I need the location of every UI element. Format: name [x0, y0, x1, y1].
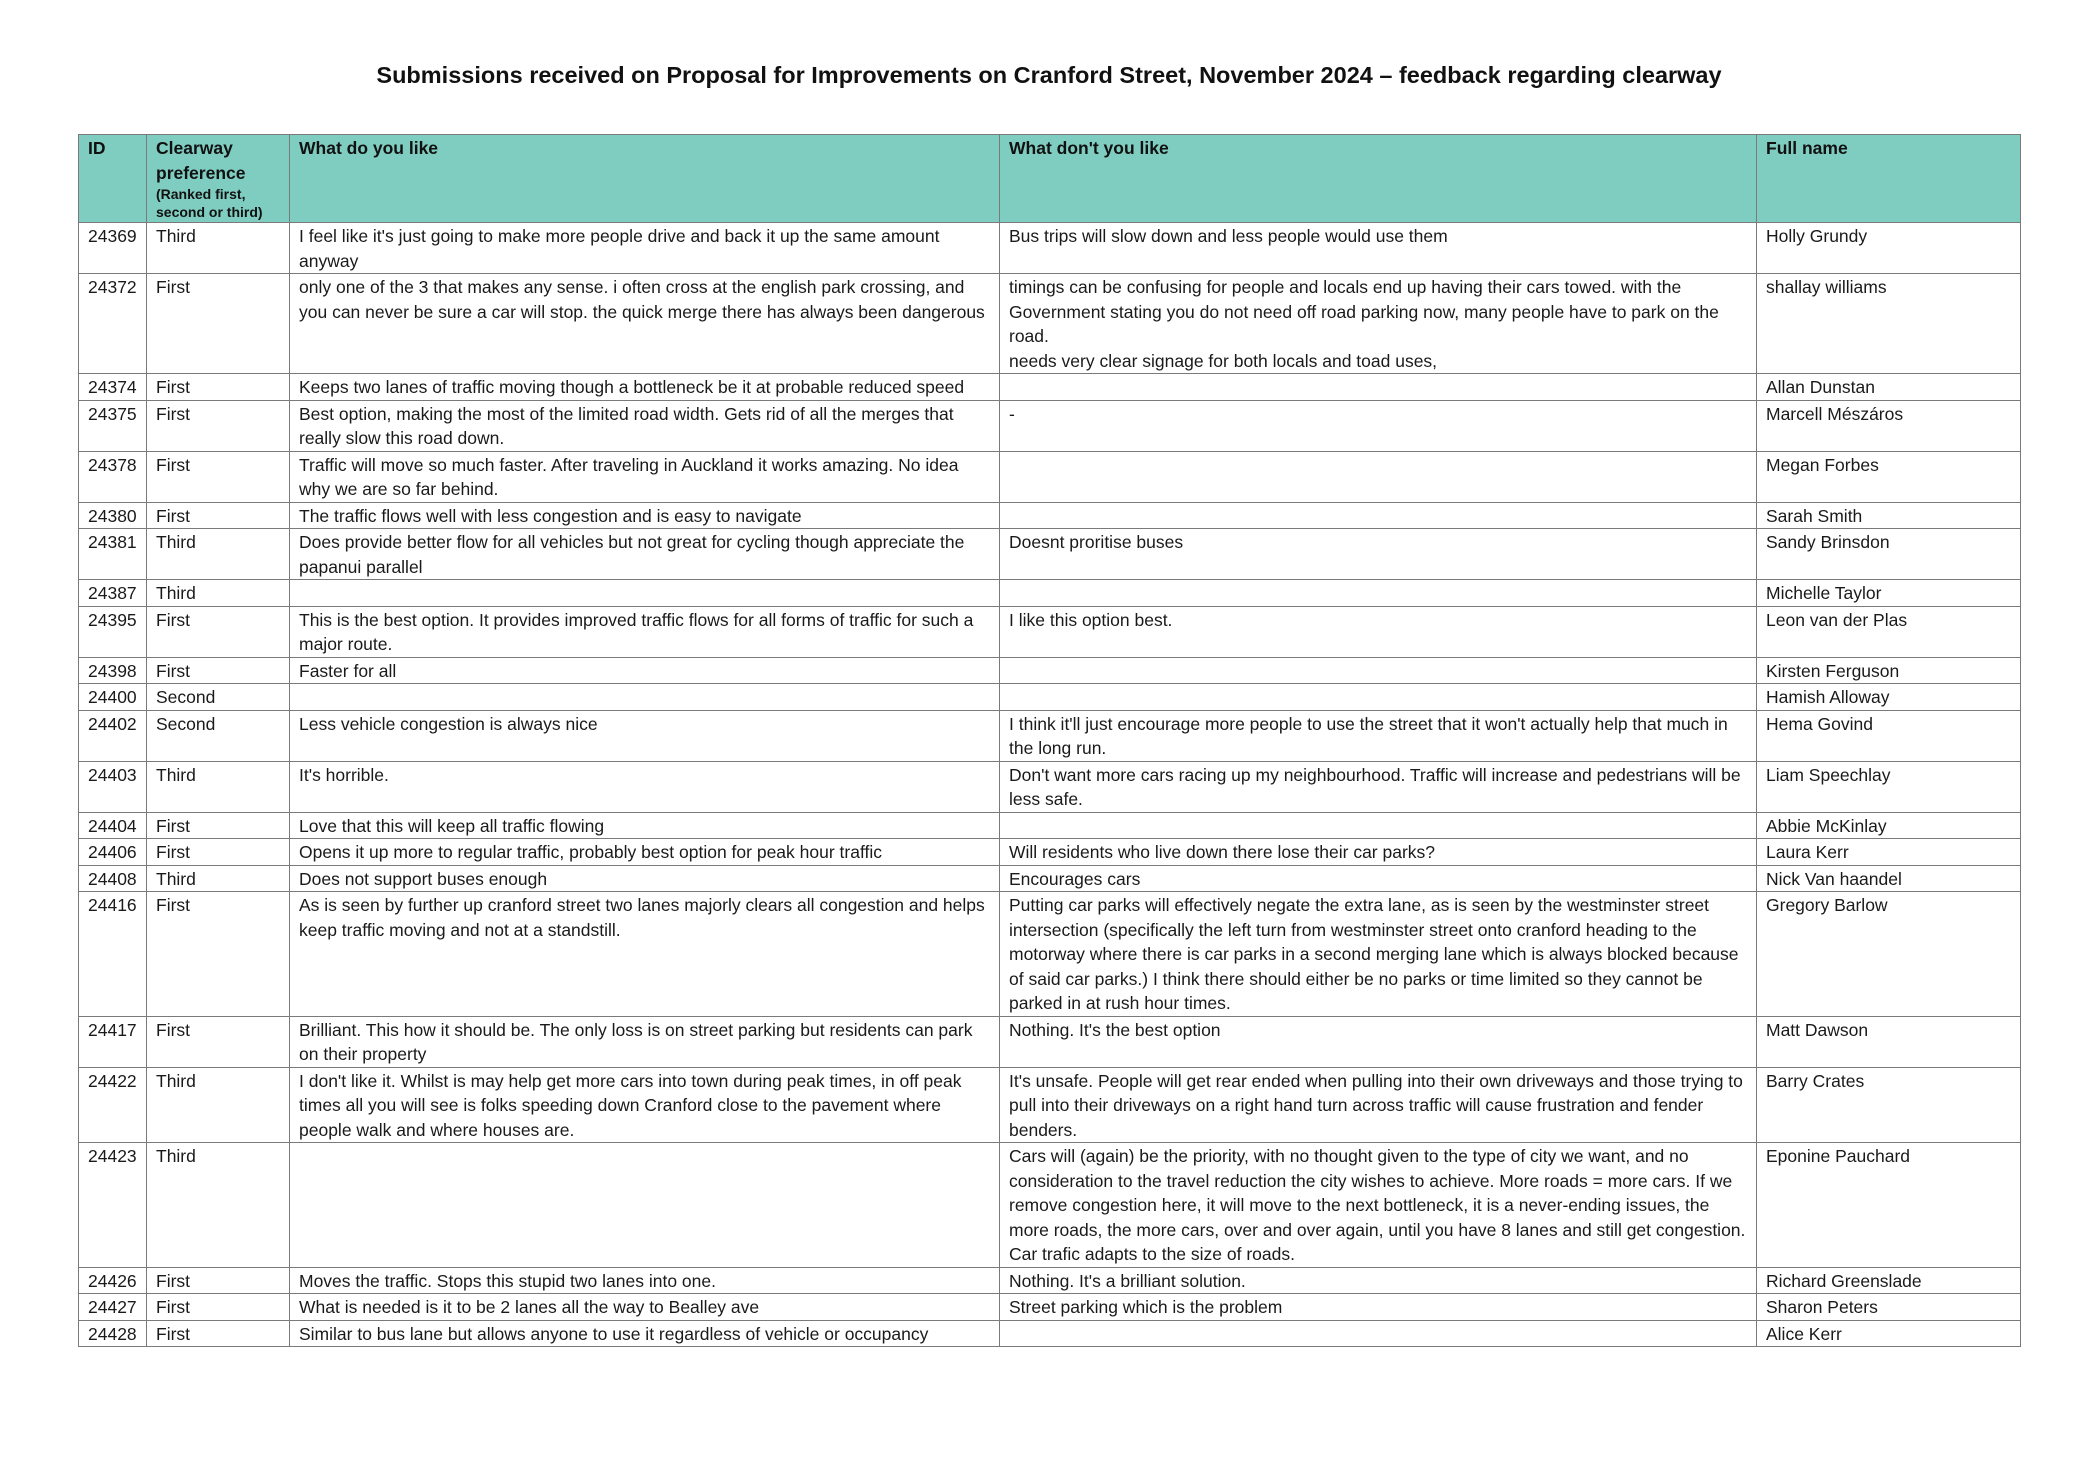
- cell-clearway-preference: First: [147, 1320, 290, 1347]
- cell-what-you-dont-like: Street parking which is the problem: [1000, 1294, 1757, 1321]
- cell-clearway-preference: Third: [147, 865, 290, 892]
- cell-what-you-dont-like: [1000, 1320, 1757, 1347]
- cell-clearway-preference: Third: [147, 1067, 290, 1143]
- cell-what-you-dont-like: Putting car parks will effectively negate the extra lane, as is seen by the westminster street intersection (specifically the left turn from westminster street onto cranford heading to the motorway where there is car parks in a second merging lane which is always blocked because of said car parks.) I think there should either be no parks or time limited so they cannot be parked in at rush hour times.: [1000, 892, 1757, 1017]
- header-what-you-like: What do you like: [290, 135, 1000, 223]
- cell-clearway-preference: First: [147, 1267, 290, 1294]
- cell-what-you-dont-like: Nothing. It's a brilliant solution.: [1000, 1267, 1757, 1294]
- cell-what-you-like: only one of the 3 that makes any sense. i often cross at the english park crossing, and you can never be sure a car will stop. the quick merge there has always been dangerous: [290, 274, 1000, 374]
- cell-what-you-like: I don't like it. Whilst is may help get more cars into town during peak times, in off peak times all you will see is folks speeding down Cranford close to the pavement where people walk and where houses are.: [290, 1067, 1000, 1143]
- cell-what-you-like: As is seen by further up cranford street two lanes majorly clears all congestion and helps keep traffic moving and not at a standstill.: [290, 892, 1000, 1017]
- cell-clearway-preference: Third: [147, 223, 290, 274]
- cell-id: 24416: [79, 892, 147, 1017]
- cell-clearway-preference: First: [147, 274, 290, 374]
- cell-id: 24404: [79, 812, 147, 839]
- cell-what-you-like: Moves the traffic. Stops this stupid two lanes into one.: [290, 1267, 1000, 1294]
- cell-clearway-preference: First: [147, 892, 290, 1017]
- cell-what-you-dont-like: Cars will (again) be the priority, with no thought given to the type of city we want, and no consideration to the travel reduction the city wishes to achieve. More roads = more cars. If we remove congestion here, it will move to the next bottleneck, it is a never-ending issues, the more roads, the more cars, over and over again, until you have 8 lanes and still get congestion. Car trafic adapts to the size of roads.: [1000, 1143, 1757, 1268]
- cell-what-you-dont-like: Will residents who live down there lose their car parks?: [1000, 839, 1757, 866]
- table-row: [79, 1067, 2021, 1143]
- header-clearway-preference: [147, 135, 290, 223]
- submissions-table: [78, 134, 2021, 1347]
- table-row: [79, 580, 2021, 607]
- cell-clearway-preference: First: [147, 400, 290, 451]
- cell-what-you-like: [290, 1143, 1000, 1268]
- cell-what-you-like: Does not support buses enough: [290, 865, 1000, 892]
- header-id: ID: [79, 135, 147, 223]
- cell-what-you-like: What is needed is it to be 2 lanes all the way to Bealley ave: [290, 1294, 1000, 1321]
- cell-what-you-like: I feel like it's just going to make more people drive and back it up the same amount anyway: [290, 223, 1000, 274]
- cell-what-you-like: Opens it up more to regular traffic, probably best option for peak hour traffic: [290, 839, 1000, 866]
- cell-full-name: Hamish Alloway: [1757, 684, 2021, 711]
- table-row: [79, 657, 2021, 684]
- cell-full-name: Eponine Pauchard: [1757, 1143, 2021, 1268]
- cell-full-name: Liam Speechlay: [1757, 761, 2021, 812]
- table-row: [79, 502, 2021, 529]
- cell-id: 24422: [79, 1067, 147, 1143]
- cell-id: 24378: [79, 451, 147, 502]
- cell-what-you-like: It's horrible.: [290, 761, 1000, 812]
- cell-id: 24369: [79, 223, 147, 274]
- table-row: [79, 761, 2021, 812]
- cell-full-name: Megan Forbes: [1757, 451, 2021, 502]
- cell-full-name: Hema Govind: [1757, 710, 2021, 761]
- cell-id: 24417: [79, 1016, 147, 1067]
- cell-full-name: Michelle Taylor: [1757, 580, 2021, 607]
- cell-what-you-dont-like: [1000, 374, 1757, 401]
- cell-what-you-like: Traffic will move so much faster. After traveling in Auckland it works amazing. No idea why we are so far behind.: [290, 451, 1000, 502]
- cell-id: 24408: [79, 865, 147, 892]
- cell-clearway-preference: First: [147, 839, 290, 866]
- cell-full-name: Laura Kerr: [1757, 839, 2021, 866]
- cell-what-you-dont-like: I like this option best.: [1000, 606, 1757, 657]
- header-full-name: Full name: [1757, 135, 2021, 223]
- cell-what-you-dont-like: Bus trips will slow down and less people would use them: [1000, 223, 1757, 274]
- cell-full-name: shallay williams: [1757, 274, 2021, 374]
- cell-what-you-dont-like: [1000, 580, 1757, 607]
- cell-what-you-like: This is the best option. It provides improved traffic flows for all forms of traffic for such a major route.: [290, 606, 1000, 657]
- cell-clearway-preference: Third: [147, 1143, 290, 1268]
- table-row: [79, 451, 2021, 502]
- cell-id: 24426: [79, 1267, 147, 1294]
- cell-what-you-dont-like: Don't want more cars racing up my neighbourhood. Traffic will increase and pedestrians will be less safe.: [1000, 761, 1757, 812]
- cell-what-you-dont-like: -: [1000, 400, 1757, 451]
- table-row: [79, 1267, 2021, 1294]
- header-row: [79, 135, 2021, 223]
- cell-clearway-preference: First: [147, 374, 290, 401]
- cell-id: 24402: [79, 710, 147, 761]
- table-row: [79, 529, 2021, 580]
- cell-full-name: Leon van der Plas: [1757, 606, 2021, 657]
- cell-what-you-dont-like: [1000, 657, 1757, 684]
- table-row: [79, 865, 2021, 892]
- cell-full-name: Richard Greenslade: [1757, 1267, 2021, 1294]
- cell-what-you-like: Brilliant. This how it should be. The only loss is on street parking but residents can park on their property: [290, 1016, 1000, 1067]
- cell-what-you-dont-like: I think it'll just encourage more people to use the street that it won't actually help that much in the long run.: [1000, 710, 1757, 761]
- cell-full-name: Holly Grundy: [1757, 223, 2021, 274]
- cell-clearway-preference: First: [147, 1294, 290, 1321]
- cell-id: 24387: [79, 580, 147, 607]
- cell-what-you-like: Love that this will keep all traffic flowing: [290, 812, 1000, 839]
- cell-clearway-preference: First: [147, 812, 290, 839]
- cell-what-you-dont-like: [1000, 812, 1757, 839]
- cell-what-you-dont-like: [1000, 684, 1757, 711]
- cell-id: 24372: [79, 274, 147, 374]
- table-row: [79, 274, 2021, 374]
- table-row: [79, 892, 2021, 1017]
- cell-id: 24428: [79, 1320, 147, 1347]
- header-what-you-dont-like: What don't you like: [1000, 135, 1757, 223]
- cell-id: 24374: [79, 374, 147, 401]
- cell-full-name: Sarah Smith: [1757, 502, 2021, 529]
- cell-what-you-like: Similar to bus lane but allows anyone to use it regardless of vehicle or occupancy: [290, 1320, 1000, 1347]
- cell-full-name: Barry Crates: [1757, 1067, 2021, 1143]
- cell-id: 24375: [79, 400, 147, 451]
- cell-what-you-dont-like: timings can be confusing for people and locals end up having their cars towed. with the Government stating you do not need off road parking now, many people have to park on the road. needs very clear signage for both locals and toad uses,: [1000, 274, 1757, 374]
- page-title: Submissions received on Proposal for Improvements on Cranford Street, November 2024 – feedback regarding clearway: [376, 62, 1722, 88]
- table-row: [79, 606, 2021, 657]
- cell-what-you-like: Does provide better flow for all vehicles but not great for cycling though appreciate the papanui parallel: [290, 529, 1000, 580]
- cell-id: 24427: [79, 1294, 147, 1321]
- cell-clearway-preference: Third: [147, 529, 290, 580]
- cell-what-you-dont-like: Encourages cars: [1000, 865, 1757, 892]
- cell-clearway-preference: Second: [147, 684, 290, 711]
- cell-clearway-preference: First: [147, 502, 290, 529]
- table-row: [79, 1294, 2021, 1321]
- table-row: [79, 223, 2021, 274]
- cell-full-name: Sharon Peters: [1757, 1294, 2021, 1321]
- cell-id: 24395: [79, 606, 147, 657]
- cell-id: 24400: [79, 684, 147, 711]
- cell-full-name: Matt Dawson: [1757, 1016, 2021, 1067]
- header-pref-label: Clearway preference: [156, 138, 246, 183]
- cell-full-name: Sandy Brinsdon: [1757, 529, 2021, 580]
- cell-id: 24381: [79, 529, 147, 580]
- table-row: [79, 684, 2021, 711]
- cell-id: 24406: [79, 839, 147, 866]
- cell-what-you-like: The traffic flows well with less congestion and is easy to navigate: [290, 502, 1000, 529]
- cell-full-name: Gregory Barlow: [1757, 892, 2021, 1017]
- cell-clearway-preference: Third: [147, 761, 290, 812]
- cell-clearway-preference: First: [147, 451, 290, 502]
- cell-what-you-dont-like: Nothing. It's the best option: [1000, 1016, 1757, 1067]
- cell-what-you-like: Best option, making the most of the limited road width. Gets rid of all the merges that really slow this road down.: [290, 400, 1000, 451]
- cell-full-name: Abbie McKinlay: [1757, 812, 2021, 839]
- cell-what-you-dont-like: [1000, 451, 1757, 502]
- cell-what-you-dont-like: It's unsafe. People will get rear ended when pulling into their own driveways and those trying to pull into their driveways on a right hand turn across traffic will cause frustration and fender benders.: [1000, 1067, 1757, 1143]
- cell-what-you-like: Faster for all: [290, 657, 1000, 684]
- cell-id: 24398: [79, 657, 147, 684]
- cell-clearway-preference: Third: [147, 580, 290, 607]
- cell-clearway-preference: First: [147, 657, 290, 684]
- cell-full-name: Allan Dunstan: [1757, 374, 2021, 401]
- cell-full-name: Alice Kerr: [1757, 1320, 2021, 1347]
- table-row: [79, 812, 2021, 839]
- cell-clearway-preference: First: [147, 1016, 290, 1067]
- table-row: [79, 1016, 2021, 1067]
- cell-what-you-like: [290, 580, 1000, 607]
- table-body: [79, 223, 2021, 1347]
- cell-id: 24423: [79, 1143, 147, 1268]
- cell-what-you-dont-like: Doesnt proritise buses: [1000, 529, 1757, 580]
- cell-what-you-like: [290, 684, 1000, 711]
- table-row: [79, 839, 2021, 866]
- cell-full-name: Kirsten Ferguson: [1757, 657, 2021, 684]
- cell-id: 24403: [79, 761, 147, 812]
- table-row: [79, 1320, 2021, 1347]
- table-row: [79, 400, 2021, 451]
- cell-full-name: Nick Van haandel: [1757, 865, 2021, 892]
- cell-what-you-dont-like: [1000, 502, 1757, 529]
- cell-id: 24380: [79, 502, 147, 529]
- cell-clearway-preference: First: [147, 606, 290, 657]
- cell-what-you-like: Less vehicle congestion is always nice: [290, 710, 1000, 761]
- table-row: [79, 710, 2021, 761]
- table-row: [79, 374, 2021, 401]
- table-row: [79, 1143, 2021, 1268]
- cell-clearway-preference: Second: [147, 710, 290, 761]
- cell-full-name: Marcell Mészáros: [1757, 400, 2021, 451]
- cell-what-you-like: Keeps two lanes of traffic moving though a bottleneck be it at probable reduced speed: [290, 374, 1000, 401]
- header-pref-note: (Ranked first, second or third): [156, 186, 263, 220]
